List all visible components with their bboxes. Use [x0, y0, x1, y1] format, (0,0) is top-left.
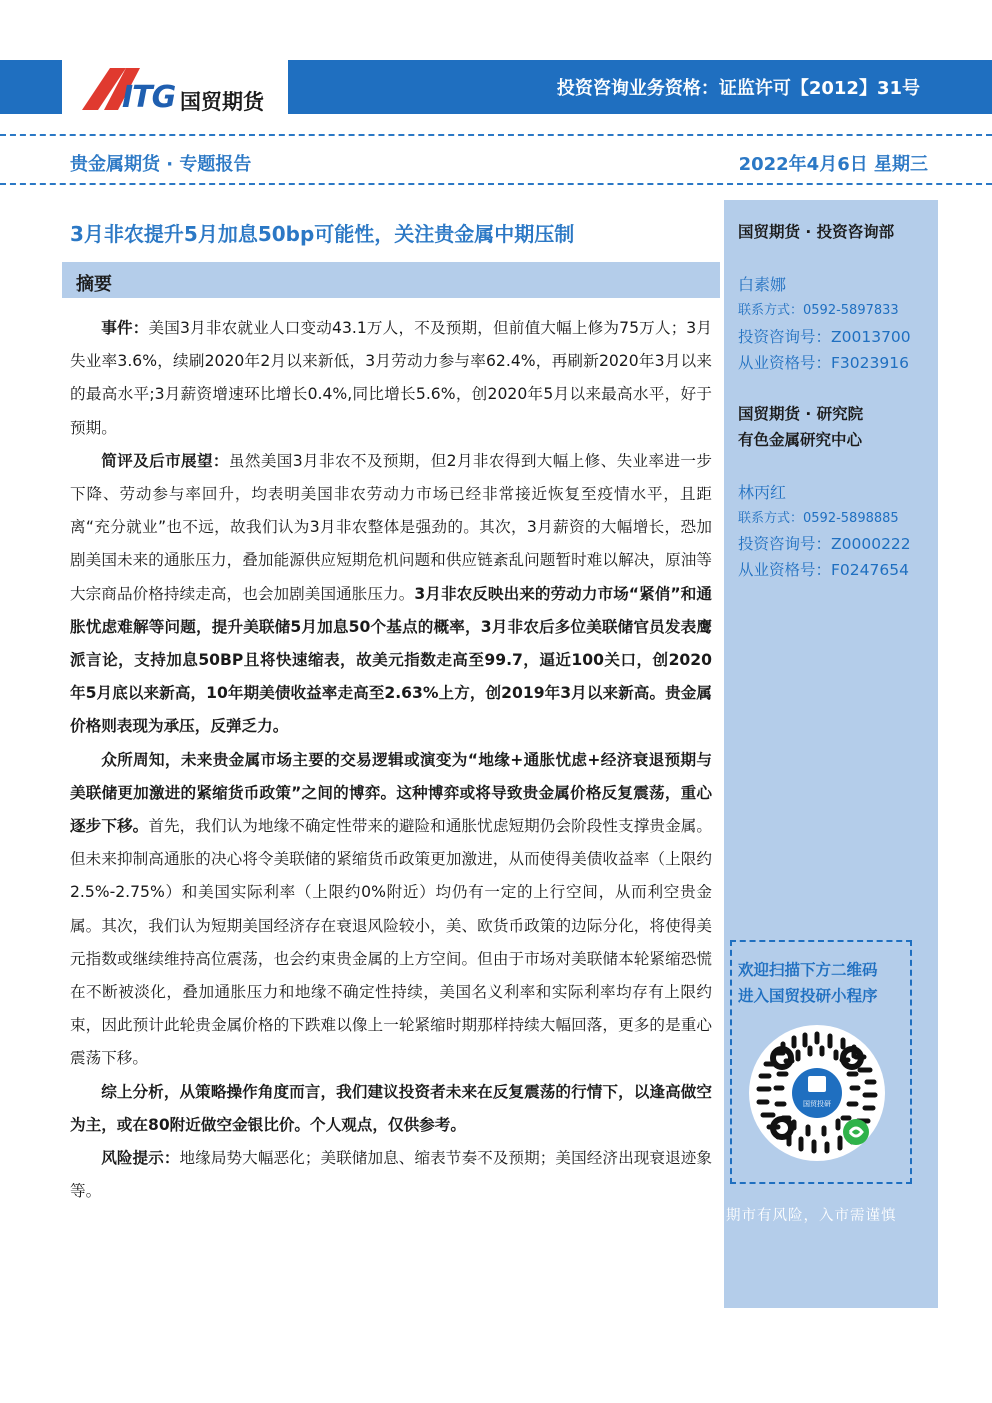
analyst2-name: 林丙红	[738, 483, 787, 502]
analyst2-license-no: 从业资格号：F0247654	[738, 561, 909, 579]
qr-center-label: 国贸投研	[803, 1100, 831, 1108]
risk-warning: 期市有风险，入市需谨慎	[726, 1208, 897, 1224]
risk-text: 地缘局势大幅恶化；美联储加息、缩表节奏不及预期；美国经济出现衰退迹象等。	[70, 1149, 712, 1201]
license-info: 投资咨询业务资格：证监许可【2012】31号	[556, 78, 920, 99]
logic-text: 首先，我们认为地缘不确定性带来的避险和通胀忧虑短期仍会阶段性支撑贵金属。但未来抑制高通胀的决心将令美联储的紧缩货币政策更加激进，从而使得美债收益率（上限约2.5%-2.75%）和美国实际利率（上限约0%附近）均仍有一定的上行空间，从而利空贵金属。其次，我们认为短期美国经济存在衰退风险较小，美、欧货币政策的边际分化，将使得美元指数或继续维持高位震荡，也会约束贵金属的上方空间。但由于市场对美联储本轮紧缩恐慌在不断被淡化，叠加通胀压力和地缘不确定性持续，美国名义利率和实际利率均存有上限约束，因此预计此轮贵金属价格的下跌难以像上一轮紧缩时期那样持续大幅回落，更多的是重心震荡下移。	[70, 817, 712, 1068]
report-body	[70, 312, 712, 1208]
header-divider-top	[0, 134, 992, 136]
paragraph-outlook	[70, 445, 712, 744]
paragraph-logic	[70, 744, 712, 1076]
qr-caption-line2: 进入国贸投研小程序	[738, 987, 878, 1005]
logic-bold-text: 众所周知，未来贵金属市场主要的交易逻辑或演变为“地缘+通胀忧虑+经济衰退预期与美联储更加激进的紧缩货币政策”之间的博弈。这种博弈或将导致贵金属价格反复震荡，重心逐步下移。	[70, 750, 712, 836]
event-label: 事件：	[101, 319, 149, 337]
abstract-bar	[62, 262, 720, 298]
outlook-label: 简评及后市展望：	[101, 451, 229, 470]
mini-program-code-icon[interactable]	[748, 1024, 886, 1162]
report-date: 2022年4月6日 星期三	[738, 154, 928, 175]
analyst1-license-no: 从业资格号：F3023916	[738, 354, 909, 372]
header-band-left	[0, 60, 62, 114]
sidebar-dept-research: 国贸期货 · 研究院	[738, 405, 864, 423]
outlook-bold-text: 3月非农反映出来的劳动力市场“紧俏”和通胀忧虑难解等问题，提升美联储5月加息50个基点的概率，3月非农后多位美联储官员发表鹰派言论，支持加息50BP且将快速缩表，故美元指数走高至99.7，逼近100关口，创2020年5月底以来新高，10年期美债收益率走高至2.63%上方，创2019年3月以来新高。贵金属价格则表现为承压，反弹乏力。	[70, 584, 712, 736]
strategy-text: 综上分析，从策略操作角度而言，我们建议投资者未来在反复震荡的行情下，以逢高做空为主，或在80附近做空金银比价。个人观点，仅供参考。	[70, 1082, 712, 1134]
analyst2-contact: 联系方式：0592-5898885	[738, 511, 899, 526]
analyst1-name: 白素娜	[738, 275, 787, 294]
analyst1-advisory-no: 投资咨询号：Z0013700	[738, 328, 911, 346]
report-title: 3月非农提升5月加息50bp可能性，关注贵金属中期压制	[70, 222, 575, 246]
abstract-label: 摘要	[76, 274, 112, 295]
report-type: 贵金属期货 · 专题报告	[70, 154, 252, 175]
sidebar-dept-research-center: 有色金属研究中心	[738, 431, 863, 449]
risk-label: 风险提示：	[101, 1149, 180, 1168]
header-divider-bottom	[0, 183, 992, 185]
paragraph-event	[70, 312, 712, 445]
analyst1-contact: 联系方式：0592-5897833	[738, 303, 899, 318]
analyst2-advisory-no: 投资咨询号：Z0000222	[738, 535, 911, 553]
logo-itg-text: ITG	[122, 80, 176, 115]
outlook-text: 虽然美国3月非农不及预期，但2月非农得到大幅上修、失业率进一步下降、劳动参与率回升，均表明美国非农劳动力市场已经非常接近恢复至疫情水平，且距离“充分就业”也不远，故我们认为3月非农整体是强劲的。其次，3月薪资的大幅增长，恐加剧美国未来的通胀压力，叠加能源供应短期危机问题和供应链紊乱问题暂时难以解决，原油等大宗商品价格持续走高，也会加剧美国通胀压力。	[70, 451, 712, 603]
company-name: 国贸期货	[180, 90, 264, 114]
qr-caption-line1: 欢迎扫描下方二维码	[738, 961, 878, 979]
event-text: 美国3月非农就业人口变动43.1万人，不及预期，但前值大幅上修为75万人；3月失业率3.6%，续刷2020年2月以来新低，3月劳动力参与率62.4%，再刷新2020年3月以来的最高水平;3月薪资增速环比增长0.4%,同比增长5.6%，创2020年5月以来最高水平，好于预期。	[70, 319, 712, 437]
sidebar-dept-advisory: 国贸期货 · 投资咨询部	[738, 223, 895, 241]
paragraph-strategy	[70, 1076, 712, 1142]
paragraph-risk	[70, 1142, 712, 1208]
